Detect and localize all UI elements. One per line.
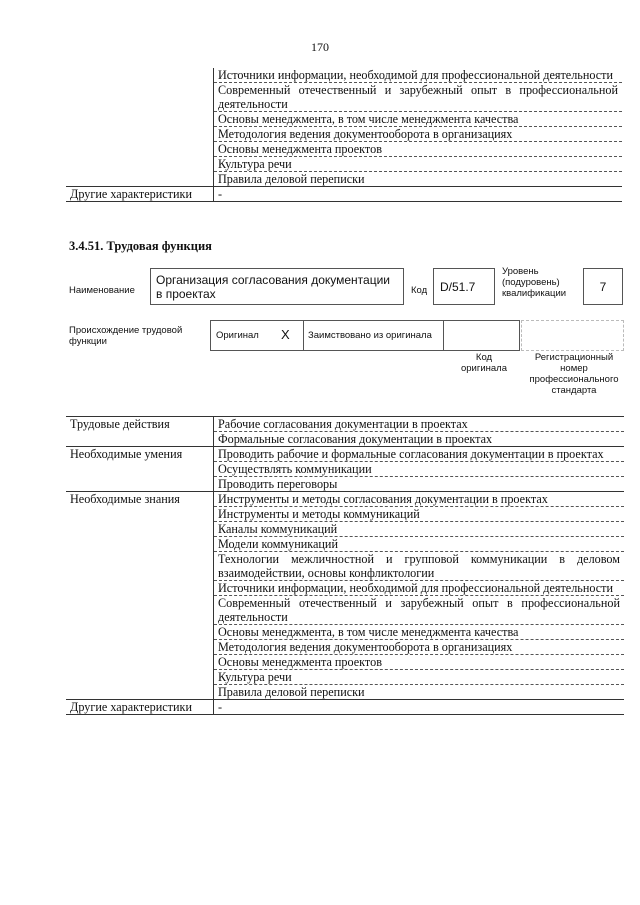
table-row: Основы менеджмента, в том числе менеджмента качества xyxy=(214,625,625,640)
empty-label-cell xyxy=(66,68,214,187)
table-row: Современный отечественный и зарубежный опыт в профессиональной деятельности xyxy=(214,83,623,112)
table-row: Рабочие согласования документации в проектах xyxy=(214,417,625,432)
reg-number-box xyxy=(521,320,624,351)
skills-label: Необходимые умения xyxy=(66,447,214,492)
level-label: Уровень (подуровень) квалификации xyxy=(502,266,567,299)
table-row: Основы менеджмента проектов xyxy=(214,142,623,157)
table-row: Формальные согласования документации в проектах xyxy=(214,432,625,447)
top-knowledge-table xyxy=(66,68,622,202)
table-row: Осуществлять коммуникации xyxy=(214,462,625,477)
other-characteristics-value: - xyxy=(214,187,623,202)
code-original-caption: Код оригинала xyxy=(460,352,507,374)
reg-number-caption: Регистрационный номер профессионального стандарта xyxy=(529,352,619,396)
origin-label: Происхождение трудовой функции xyxy=(69,325,183,347)
origin-divider xyxy=(303,320,304,351)
table-row: Основы менеджмента, в том числе менеджмента качества xyxy=(214,112,623,127)
labor-function-table xyxy=(66,416,624,715)
name-label: Наименование xyxy=(69,285,135,296)
table-row: Культура речи xyxy=(214,157,623,172)
table-row: Проводить рабочие и формальные согласования документации в проектах xyxy=(214,447,625,462)
table-row: Источники информации, необходимой для профессиональной деятельности xyxy=(214,581,625,596)
table-row: Проводить переговоры xyxy=(214,477,625,492)
code-label: Код xyxy=(411,285,428,296)
table-row: Культура речи xyxy=(214,670,625,685)
table-row: Методология ведения документооборота в организациях xyxy=(214,640,625,655)
table-row: Источники информации, необходимой для профессиональной деятельности xyxy=(214,68,623,83)
knowledge-label: Необходимые знания xyxy=(66,492,214,700)
actions-label: Трудовые действия xyxy=(66,417,214,447)
borrowed-label: Заимствовано из оригинала xyxy=(308,330,432,341)
original-mark: X xyxy=(281,327,290,342)
original-label: Оригинал xyxy=(216,330,259,341)
table-row: Правила деловой переписки xyxy=(214,685,625,700)
page-number: 170 xyxy=(311,40,329,54)
table-row: Инструменты и методы коммуникаций xyxy=(214,507,625,522)
level-value: 7 xyxy=(599,280,607,294)
origin-divider xyxy=(443,320,444,351)
code-value: D/51.7 xyxy=(440,280,476,294)
table-row: Основы менеджмента проектов xyxy=(214,655,625,670)
table-row: Каналы коммуникаций xyxy=(214,522,625,537)
function-name: Организация согласования документации в проектах xyxy=(156,273,390,301)
table-row: Технологии межличностной и групповой коммуникации в деловом взаимодействии, основы конфликтологии xyxy=(214,552,625,581)
other-characteristics-label: Другие характеристики xyxy=(66,700,214,715)
other-characteristics-label: Другие характеристики xyxy=(66,187,214,202)
table-row: Правила деловой переписки xyxy=(214,172,623,187)
function-name-box xyxy=(150,268,404,305)
table-row: Методология ведения документооборота в организациях xyxy=(214,127,623,142)
section-heading: 3.4.51. Трудовая функция xyxy=(69,239,212,253)
other-characteristics-value: - xyxy=(214,700,625,715)
table-row: Модели коммуникаций xyxy=(214,537,625,552)
level-box xyxy=(583,268,623,305)
code-box xyxy=(433,268,495,305)
table-row: Инструменты и методы согласования документации в проектах xyxy=(214,492,625,507)
table-row: Современный отечественный и зарубежный опыт в профессиональной деятельности xyxy=(214,596,625,625)
